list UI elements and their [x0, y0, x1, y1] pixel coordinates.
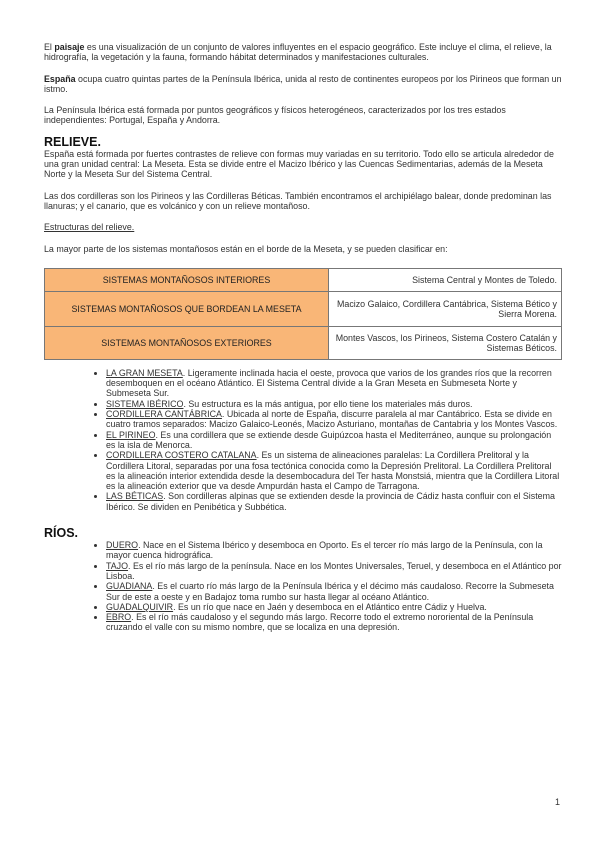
list-item-text: . Es un sistema de alineaciones paralelas: La Cordillera Prelitoral y la Cordillera Litoral, separadas por una fosa tectónica conocida como la Depresión Prelitoral. La Cordillera Prelitoral es la alineación interior extendida desde la desembocadura del Ter hasta Monstsiá, mientra que la Cordillera Litoral es la alineación exterior que va desde Ampurdán hasta el Campo de Tarragona. — [106, 450, 560, 492]
list-item-text: . Es el río más caudaloso y el segundo más largo. Recorre todo el extremo nororiental de la Península cruzando el valle con su mismo nombre, que se localiza en una depresión. — [106, 612, 534, 633]
list-item-text: . Es un río que nace en Jaén y desemboca en el Atlántico entre Cádiz y Huelva. — [173, 601, 487, 612]
intro-paragraph-peninsula: La Península Ibérica está formada por puntos geográficos y físicos heterogéneos, caracterizados por los tres estados independientes: Portugal, España y Andorra. — [44, 105, 506, 126]
list-item — [106, 540, 562, 561]
list-item-term: LA GRAN MESETA — [106, 367, 183, 378]
table-row — [45, 291, 562, 326]
table-key-cell: SISTEMAS MONTAÑOSOS EXTERIORES — [45, 326, 329, 359]
list-item-text: . Ubicada al norte de España, discurre paralela al mar Cantábrico. Esta se divide en cuatro tramos separados: Macizo Galaico-Leonés, Macizo Asturiano, montañas de Cantabria y los Montes Vascos. — [106, 409, 558, 430]
list-item-term: DUERO — [106, 540, 139, 551]
list-item — [106, 491, 562, 512]
relieve-paragraph-2: Las dos cordilleras son los Pirineos y las Cordilleras Béticas. También encontramos el archipiélago balear, donde predominan las llanuras; y el canario, que es volcánico y con un relieve montañoso. — [44, 190, 552, 211]
list-item-text: . Son cordilleras alpinas que se extienden desde la provincia de Cádiz hasta confluir con el Sistema Ibérico. Se dividen en Penibética y Subbética. — [106, 491, 555, 512]
table-key-cell: SISTEMAS MONTAÑOSOS QUE BORDEAN LA MESETA — [45, 291, 329, 326]
relieve-paragraph-1: España está formada por fuertes contrastes de relieve con formas muy variadas en su territorio. Todo ello se articula alrededor de una gran unidad central: La Meseta. Esta se divide entre el Macizo Ibérico y las Cuencas Sedimentarias, además de la Meseta Norte y la Meseta Sur del Sistema Central. — [44, 148, 554, 180]
list-item-term: SISTEMA IBÉRICO — [106, 398, 184, 409]
list-item-term: CORDILLERA CANTÁBRICA — [106, 409, 222, 420]
list-item-text: . Su estructura es la más antigua, por ello tiene los materiales más duros. — [183, 398, 473, 409]
text-span: es una visualización de un conjunto de valores influyentes en el espacio geográfico. Este incluye el clima, el relieve, la hidrografía, la vegetación y la fauna, formando hábitat determinados y manifestaciones culturales. — [44, 42, 552, 63]
list-item-text: . Es el cuarto río más largo de la Península Ibérica y el décimo más caudaloso. Recorre la Submeseta Sur de este a oeste y en Badajoz toma rumbo sur hasta llegar al océano Atlántico. — [106, 581, 554, 602]
list-item — [106, 399, 562, 409]
list-item — [106, 561, 562, 582]
list-item — [106, 430, 562, 451]
relieve-paragraph-3: La mayor parte de los sistemas montañosos están en el borde de la Meseta, y se pueden clasificar en: — [44, 243, 448, 254]
table-value-cell: Sistema Central y Montes de Toledo. — [329, 268, 562, 291]
bold-term-espana: España — [44, 73, 76, 84]
list-item-term: TAJO — [106, 560, 129, 571]
list-item-text: . Nace en el Sistema Ibérico y desemboca en Oporto. Es el tercer río más largo de la Península, con la mayor cuenca hidrográfica. — [106, 540, 543, 561]
mountain-systems-table — [44, 268, 562, 360]
list-item-term: EL PIRINEO — [106, 429, 156, 440]
subheading-estructuras: Estructuras del relieve. — [44, 222, 135, 233]
list-item — [106, 368, 562, 399]
rios-list — [44, 540, 562, 633]
bold-term-paisaje: paisaje — [54, 42, 85, 52]
intro-paragraph-espana — [44, 74, 562, 95]
list-item-text: . Ligeramente inclinada hacia el oeste, provoca que varios de los grandes ríos que la recorren desemboquen en el océano Atlántico. El Sistema Central divide a la Gran Meseta en Submeseta Norte y Submeseta Sur. — [106, 367, 552, 399]
text-span: ocupa cuatro quintas partes de la Península Ibérica, unida al resto de continentes europeos por los Pirineos que forman un istmo. — [44, 73, 562, 94]
relieve-list — [44, 368, 562, 512]
list-item — [106, 450, 562, 491]
document-page — [44, 42, 562, 633]
table-key-cell: SISTEMAS MONTAÑOSOS INTERIORES — [45, 268, 329, 291]
table-value-cell: Montes Vascos, los Pirineos, Sistema Costero Catalán y Sistemas Béticos. — [329, 326, 562, 359]
list-item — [106, 612, 562, 633]
list-item — [106, 581, 562, 602]
heading-rios: RÍOS. — [44, 526, 79, 541]
text-span: El — [44, 42, 55, 52]
list-item-term: LAS BÉTICAS — [106, 491, 164, 502]
page-number: 1 — [555, 797, 561, 807]
intro-paragraph-paisaje — [44, 42, 562, 63]
table-row — [45, 268, 562, 291]
list-item-term: GUADALQUIVIR — [106, 601, 174, 612]
list-item — [106, 409, 562, 430]
table-row — [45, 326, 562, 359]
list-item-text: . Es el río más largo de la península. Nace en los Montes Universales, Teruel, y desemboca en el Atlántico por Lisboa. — [106, 560, 562, 581]
list-item-term: GUADIANA — [106, 581, 153, 592]
list-item — [106, 602, 562, 612]
list-item-term: CORDILLERA COSTERO CATALANA — [106, 450, 257, 461]
table-value-cell: Macizo Galaico, Cordillera Cantábrica, Sistema Bético y Sierra Morena. — [329, 291, 562, 326]
list-item-text: . Es una cordillera que se extiende desde Guipúzcoa hasta el Mediterráneo, aunque su prolongación es la isla de Menorca. — [106, 429, 552, 450]
heading-relieve: RELIEVE. — [44, 134, 101, 149]
list-item-term: EBRO — [106, 612, 132, 623]
